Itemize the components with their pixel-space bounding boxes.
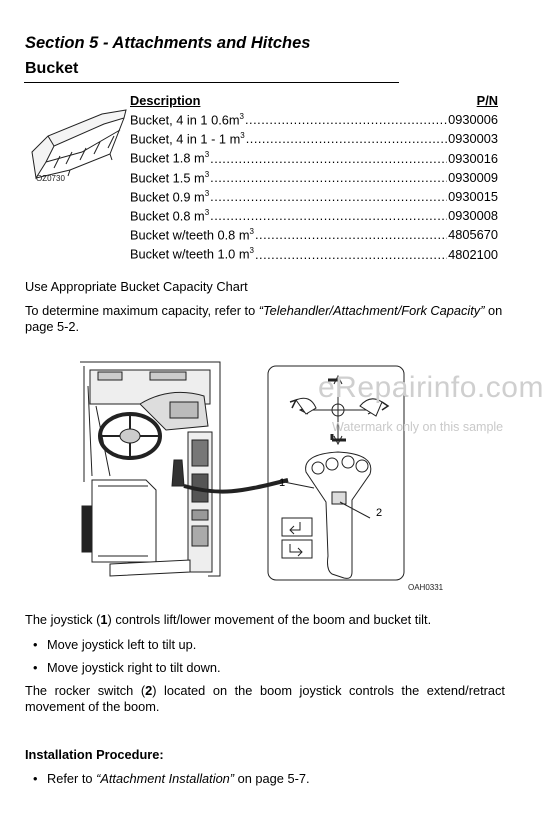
leader-dots — [210, 151, 447, 166]
pn-column-header: P/N — [476, 93, 498, 108]
joystick-callout-number: 1 — [100, 612, 108, 627]
leader-dots — [210, 208, 447, 223]
subsection-title: Bucket — [25, 60, 79, 77]
part-number: 0930008 — [448, 208, 498, 224]
parts-table-header — [130, 93, 498, 112]
parts-row — [130, 112, 498, 131]
joystick-text-post: ) controls lift/lower movement of the boom and bucket tilt. — [107, 612, 432, 627]
leader-dots — [210, 189, 447, 204]
parts-row — [130, 227, 498, 246]
cubic-superscript: 3 — [204, 188, 210, 198]
bullet-installation — [33, 771, 310, 786]
part-number: 0930016 — [448, 150, 498, 166]
part-number: 4805670 — [448, 227, 498, 243]
leader-dots — [210, 170, 447, 185]
parts-row — [130, 246, 498, 265]
bullet-tilt-up-text: Move joystick left to tilt up. — [47, 637, 197, 652]
rocker-switch-paragraph — [25, 683, 505, 715]
part-description: Bucket, 4 in 1 - 1 $m^3$ — [130, 131, 245, 147]
capacity-text-pre: To determine maximum capacity, refer to — [25, 303, 259, 318]
callout-1: 1 — [279, 477, 286, 489]
cubic-superscript: 3 — [249, 227, 254, 237]
cubic-superscript: 3 — [204, 150, 210, 160]
install-text-post: on page 5-7. — [234, 771, 310, 786]
rocker-callout-number: 2 — [145, 683, 153, 698]
part-number: 4802100 — [448, 246, 498, 262]
leader-dots — [245, 112, 447, 127]
bullet-dot: • — [33, 771, 38, 786]
capacity-chart-note: Use Appropriate Bucket Capacity Chart — [25, 279, 248, 294]
cubic-superscript: 3 — [240, 131, 245, 141]
part-number: 0930003 — [448, 131, 498, 147]
bullet-tilt-up — [33, 637, 196, 652]
part-description: Bucket 1.8 $m^3$ — [130, 150, 210, 166]
bucket-figure-code: OZ0730 — [36, 174, 65, 183]
capacity-reference-paragraph — [25, 303, 505, 335]
attachment-installation-link[interactable]: “Attachment Installation” — [96, 771, 235, 786]
part-description: Bucket w/teeth 1.0 $m^3$ — [130, 246, 254, 262]
rocker-text-pre: The rocker switch ( — [25, 683, 146, 698]
capacity-text-post: on page 5-2. — [25, 303, 503, 334]
joystick-paragraph — [25, 612, 505, 628]
cubic-superscript: 3 — [239, 112, 244, 121]
part-number: 0930006 — [448, 112, 498, 128]
part-description: Bucket w/teeth 0.8 $m^3$ — [130, 227, 254, 243]
bullet-dot: • — [33, 637, 38, 652]
capacity-reference-link[interactable]: “Telehandler/Attachment/Fork Capacity” — [258, 303, 485, 318]
joystick-text-pre: The joystick ( — [25, 612, 101, 627]
leader-dots — [246, 131, 447, 146]
part-description: Bucket 0.8 $m^3$ — [130, 207, 210, 224]
section-title: Section 5 - Attachments and Hitches — [25, 34, 311, 52]
leader-dots — [255, 227, 447, 242]
callout-2: 2 — [376, 507, 383, 519]
description-column-header: Description — [130, 93, 201, 108]
bullet-tilt-down — [33, 660, 221, 675]
parts-row — [130, 208, 498, 227]
cab-figure-code: OAH0331 — [408, 583, 444, 592]
rocker-text-post: ) located on the boom joystick controls the extend/retract movement of the boom. — [25, 683, 505, 714]
bullet-dot: • — [33, 660, 38, 675]
install-text-pre: Refer to — [47, 771, 97, 786]
bullet-tilt-down-text: Move joystick right to tilt down. — [47, 660, 221, 675]
leader-dots — [255, 247, 447, 262]
parts-table — [130, 93, 498, 266]
parts-row — [130, 150, 498, 169]
cubic-superscript: 3 — [204, 169, 210, 179]
watermark-site: eRepairinfo.com — [318, 371, 544, 404]
parts-row — [130, 189, 498, 208]
installation-heading: Installation Procedure: — [25, 747, 164, 762]
part-number: 0930015 — [448, 189, 498, 205]
part-number: 0930009 — [448, 169, 498, 185]
cubic-superscript: 3 — [249, 246, 254, 256]
title-rule — [24, 82, 399, 83]
parts-table-rows — [130, 112, 498, 266]
parts-row — [130, 131, 498, 150]
part-description: Bucket, 4 in 1 $0.6m^3$ — [130, 112, 244, 128]
part-description: Bucket 1.5 $m^3$ — [130, 169, 210, 185]
cubic-superscript: 3 — [204, 207, 210, 217]
watermark-note: Watermark only on this sample — [332, 420, 504, 434]
part-description: Bucket 0.9 $m^3$ — [130, 188, 210, 205]
parts-row — [130, 170, 498, 189]
